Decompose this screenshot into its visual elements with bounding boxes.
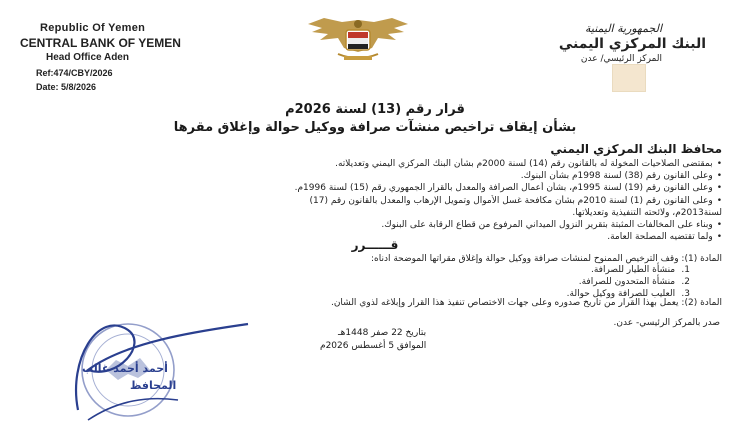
- header-en-republic: Republic Of Yemen: [40, 22, 146, 34]
- item-number: 2.: [681, 277, 690, 287]
- decision-subject-title: بشأن إيقاف تراخيص منشآت صرافة ووكيل حوالة وإغلاق مقرها: [173, 120, 577, 135]
- preamble-item: • وعلى القانون رقم (19) لسنة 1995م، بشأن أعمال الصرافة والمعدل بالقرار الجمهوري رقم (15) لسنة 1996م.: [82, 182, 722, 194]
- item-text: منشأة الطيار للصرافة.: [590, 265, 676, 275]
- list-item: [567, 264, 690, 276]
- article-2: المادة (2): يعمل بهذا القرار من تاريخ صدوره وعلى جهات الاختصاص تنفيذ هذا القرار وإبلاغه لذوي الشأن.: [330, 298, 722, 308]
- preamble-list: [82, 158, 722, 243]
- gregorian-date: الموافق 5 أغسطس 2026م: [320, 341, 427, 351]
- exchange-list: [567, 264, 690, 300]
- preamble-item: • بمقتضى الصلاحيات المخولة له بالقانون رقم (14) لسنة 2000م بشأن البنك المركزي اليمني وتعديلاته.: [82, 158, 722, 170]
- preamble-item-continuation: لسنة2013م، ولائحته التنفيذية وتعديلاتها.: [572, 207, 722, 218]
- hijri-date: بتاريخ 22 صفر 1448هـ: [338, 328, 427, 338]
- header-en-bank: CENTRAL BANK OF YEMEN: [20, 36, 181, 50]
- preamble-item: • وعلى القانون رقم (1) لسنة 2010م بشأن مكافحة غسل الأموال وتمويل الإرهاب والمعدل بالقانون رقم (17): [82, 195, 722, 207]
- reference-number: Ref:474/CBY/2026: [36, 68, 113, 78]
- preamble-item: • ولما تقتضيه المصلحة العامة.: [82, 231, 722, 243]
- signatory-title: المحافظ: [130, 379, 177, 392]
- item-number: 1.: [681, 265, 690, 275]
- decision-number-title: قرار رقم (13) لسنة 2026م: [285, 102, 465, 117]
- item-number: 3.: [681, 289, 690, 299]
- issued-location: صدر بالمركز الرئيسي- عدن.: [613, 318, 720, 328]
- header-ar-republic: الجمهورية اليمنية: [584, 22, 662, 35]
- preamble-item: • وعلى القانون رقم (38) لسنة 1998م بشأن البنوك.: [82, 170, 722, 182]
- article-1: المادة (1): وقف الترخيص الممنوح لمنشآت صرافة ووكيل حوالة وإغلاق مقراتها الموضحة أدناه:: [370, 254, 722, 264]
- header-ar-bank: البنك المركزي اليمني: [558, 36, 706, 52]
- governor-heading: محافظ البنك المركزي اليمني: [550, 142, 722, 156]
- item-text: العليب للصرافة ووكيل حوالة.: [566, 289, 676, 299]
- header-ar-office: المركز الرئيسي/ عدن: [580, 54, 662, 64]
- header-en-office: Head Office Aden: [46, 52, 129, 63]
- stamp-box: [612, 64, 646, 92]
- signatory-name: أحمد أحمد غالب: [82, 362, 168, 375]
- document-date: Date: 5/8/2026: [36, 82, 97, 92]
- decree-heading: قــــــرر: [351, 238, 399, 252]
- yemen-eagle-emblem-icon: [298, 14, 418, 64]
- preamble-item: • وبناء على المخالفات المثبتة بتقرير النزول الميداني المرفوع من قطاع الرقابة على البنوك.: [82, 219, 722, 231]
- list-item: [567, 276, 690, 288]
- item-text: منشأة المتحدون للصرافة.: [578, 277, 676, 287]
